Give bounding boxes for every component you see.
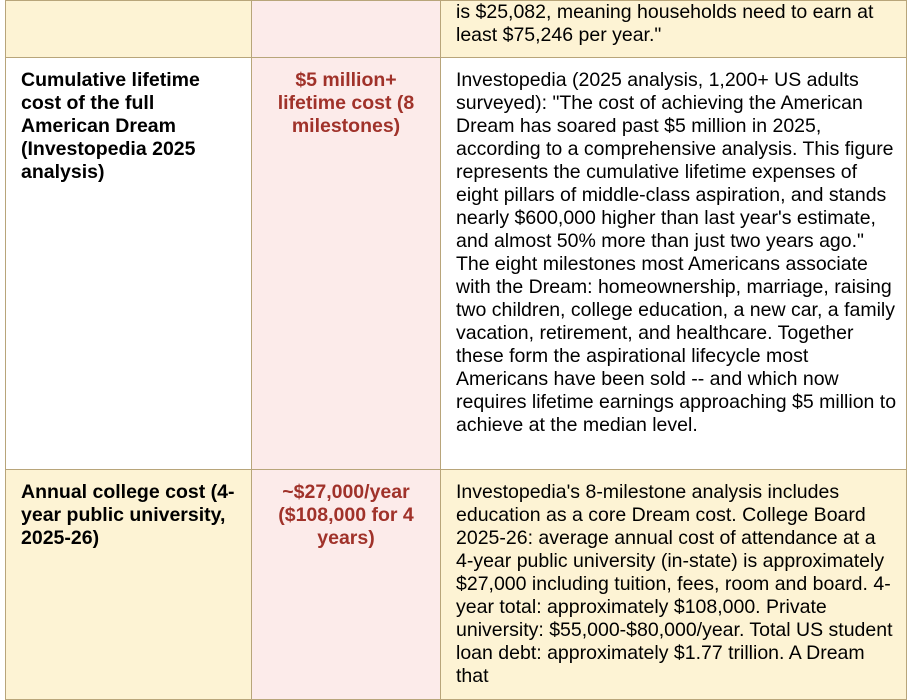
american-dream-cost-table xyxy=(5,0,907,700)
row-value xyxy=(252,1,441,58)
row-value: ~$27,000/year ($108,000 for 4 years) xyxy=(252,470,441,700)
table-row xyxy=(6,1,907,58)
row-source-text: Investopedia (2025 analysis, 1,200+ US adults surveyed): "The cost of achieving the American Dream has soared past $5 million in 2025, according to a comprehensive analysis. This figure represents the cumulative lifetime expenses of eight pillars of middle-class aspiration, and stands nearly $600,000 higher than last year's estimate, and almost 50% more than just two years ago." The eight milestones most Americans associate with the Dream: homeownership, marriage, raising two children, college education, a new car, a family vacation, retirement, and healthcare. Together these form the aspirational lifecycle most Americans have been sold -- and which now requires lifetime earnings approaching $5 million to achieve at the median level. xyxy=(441,58,907,470)
row-value: $5 million+ lifetime cost (8 milestones) xyxy=(252,58,441,470)
row-label: Cumulative lifetime cost of the full American Dream (Investopedia 2025 analysis) xyxy=(6,58,252,470)
row-source-text: is $25,082, meaning households need to earn at least $75,246 per year." xyxy=(441,1,907,58)
row-source-text: Investopedia's 8-milestone analysis includes education as a core Dream cost. College Board 2025-26: average annual cost of attendance at a 4-year public university (in-state) is approximately $27,000 including tuition, fees, room and board. 4-year total: approximately $108,000. Private university: $55,000-$80,000/year. Total US student loan debt: approximately $1.77 trillion. A Dream that xyxy=(441,470,907,700)
row-label xyxy=(6,1,252,58)
table-row xyxy=(6,470,907,700)
row-label: Annual college cost (4-year public university, 2025-26) xyxy=(6,470,252,700)
table-row xyxy=(6,58,907,470)
cost-table-container xyxy=(5,0,906,700)
